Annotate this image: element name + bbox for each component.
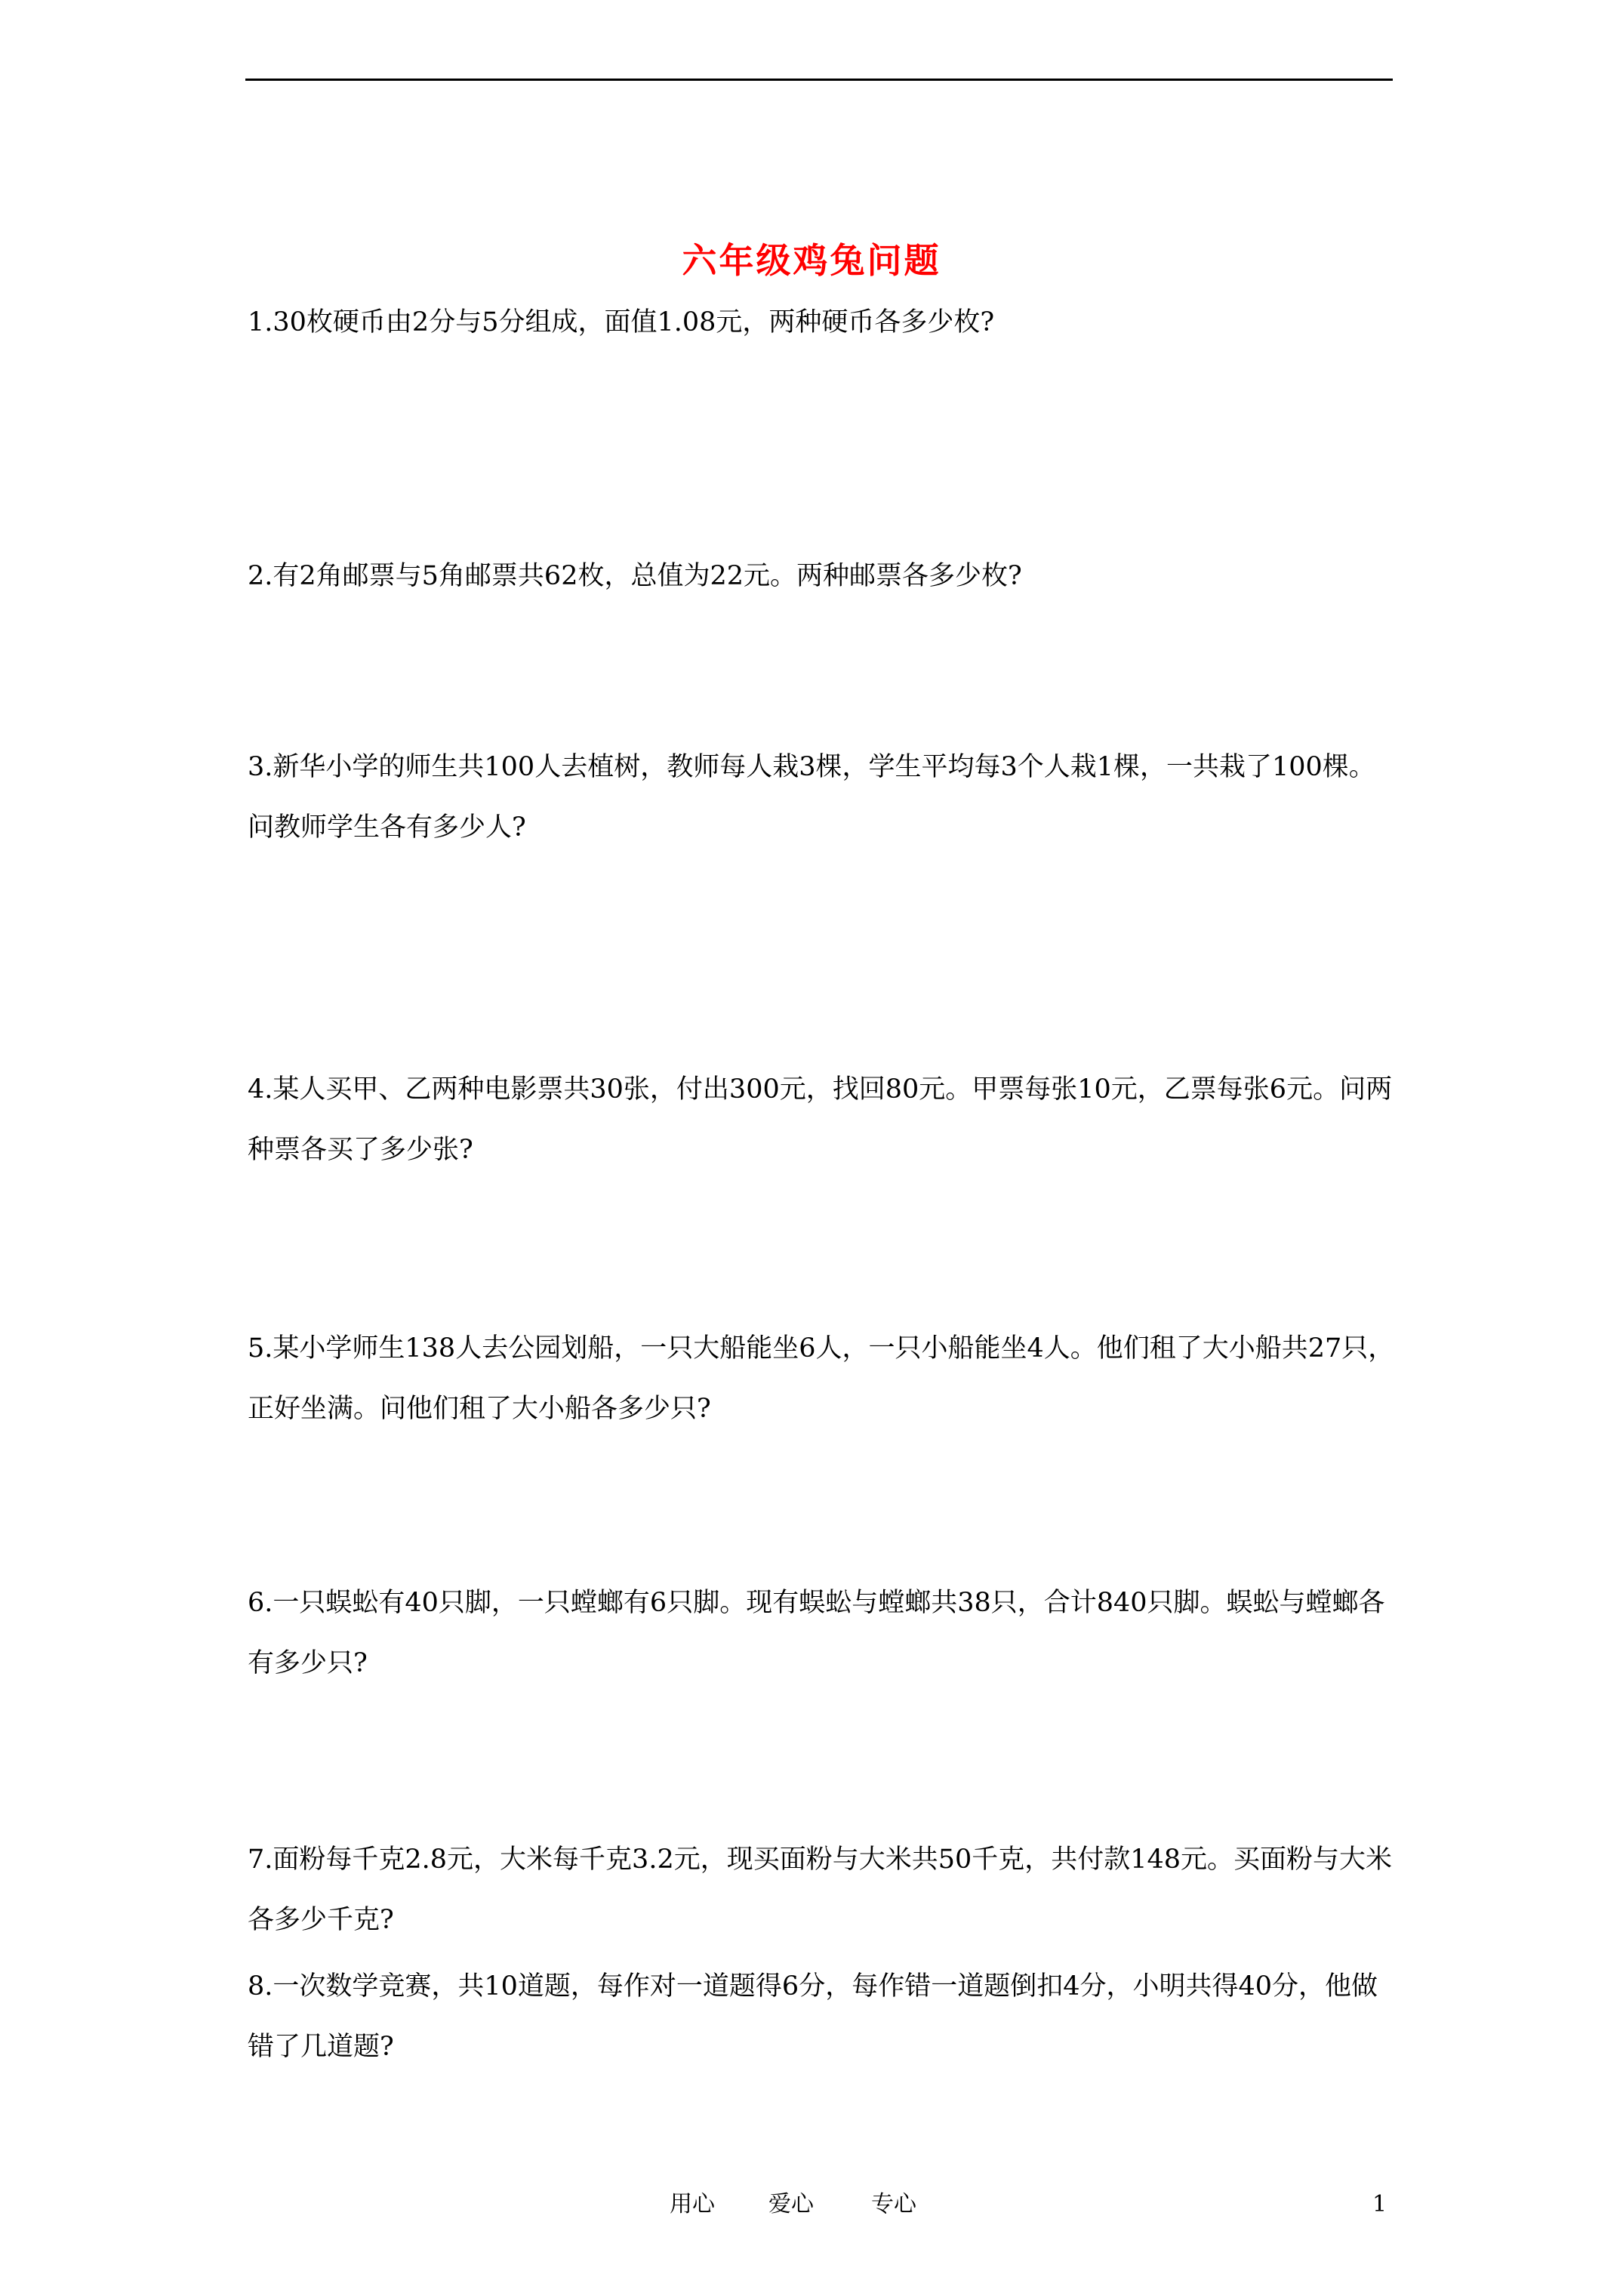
question-2: 2.有2角邮票与5角邮票共62枚，总值为22元。两种邮票各多少枚? (248, 561, 1022, 591)
header-rule (245, 79, 1393, 81)
footer-motto-1: 用心 (670, 2191, 715, 2217)
question-7: 7.面粉每千克2.8元，大米每千克3.2元，现买面粉与大米共50千克，共付款148元。买面粉与大米各多少千克? (248, 1845, 1393, 1935)
footer-motto-3: 专心 (871, 2191, 916, 2217)
question-8: 8.一次数学竞赛，共10道题，每作对一道题得6分，每作错一道题倒扣4分，小明共得40分，他做错了几道题? (248, 1971, 1378, 2062)
question-6: 6.一只蜈蚣有40只脚，一只螳螂有6只脚。现有蜈蚣与螳螂共38只，合计840只脚。蜈蚣与螳螂各有多少只? (248, 1588, 1385, 1678)
footer-motto-2: 爱心 (768, 2191, 814, 2217)
page-number: 1 (1372, 2191, 1387, 2217)
question-1: 1.30枚硬币由2分与5分组成，面值1.08元，两种硬币各多少枚? (248, 307, 995, 337)
question-3: 3.新华小学的师生共100人去植树，教师每人栽3棵，学生平均每3个人栽1棵，一共栽了100棵。问教师学生各有多少人? (248, 752, 1375, 843)
page-footer (0, 2186, 1623, 2224)
question-4: 4.某人买甲、乙两种电影票共30张，付出300元，找回80元。甲票每张10元，乙票每张6元。问两种票各买了多少张? (248, 1074, 1393, 1165)
question-5: 5.某小学师生138人去公园划船，一只大船能坐6人，一只小船能坐4人。他们租了大小船共27只，正好坐满。问他们租了大小船各多少只? (248, 1333, 1395, 1424)
page-title: 六年级鸡兔问题 (682, 239, 941, 281)
